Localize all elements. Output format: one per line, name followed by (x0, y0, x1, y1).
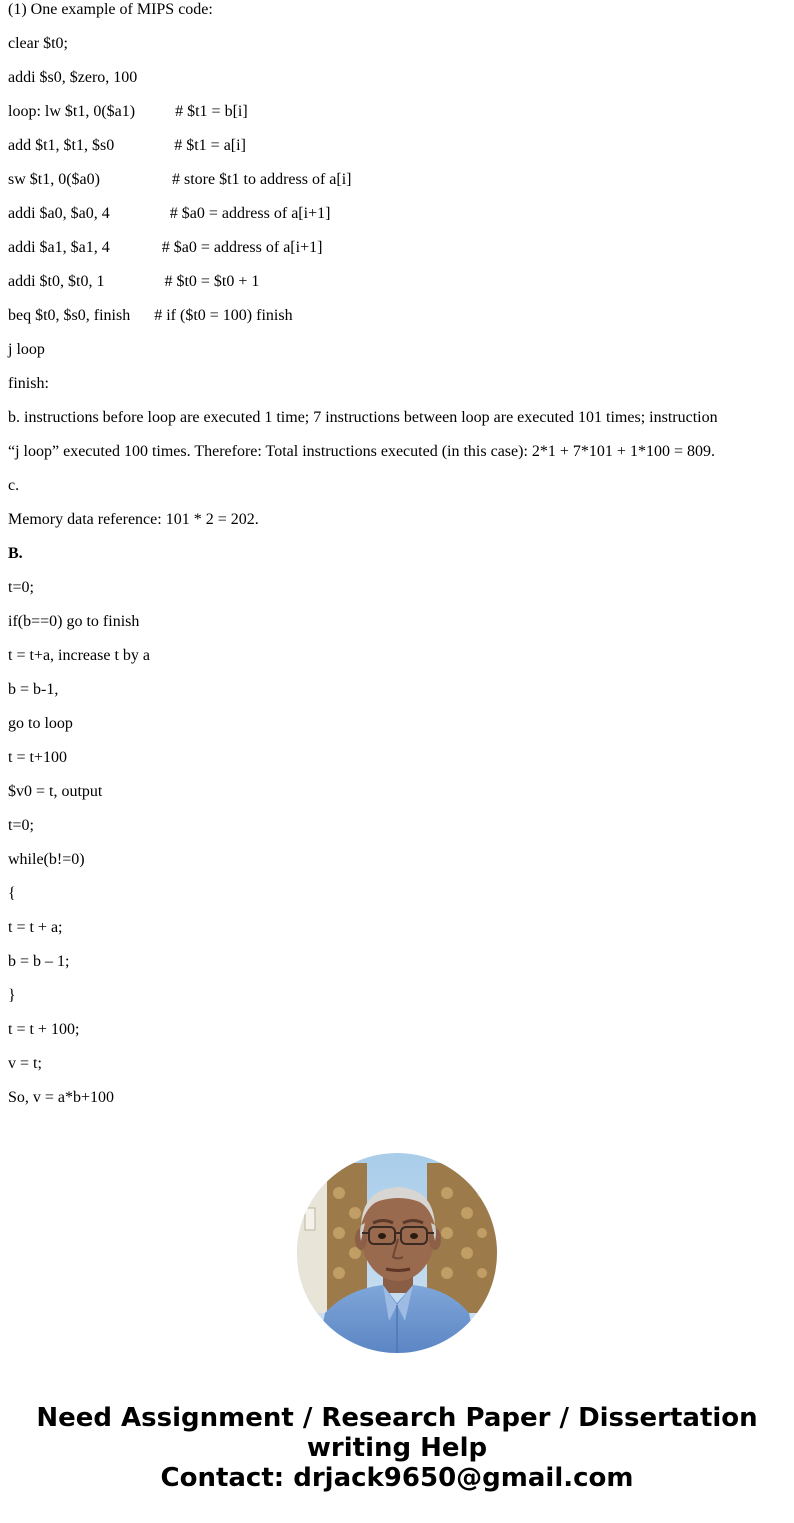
document-line: b = b-1, (8, 681, 59, 698)
document-line: t = t + a; (8, 919, 63, 936)
document-line: } (8, 987, 16, 1004)
document-line: b = b – 1; (8, 953, 70, 970)
document-line: j loop (8, 341, 45, 358)
document-line: finish: (8, 375, 49, 392)
footer-contact-email: Contact: drjack9650@gmail.com (160, 1463, 634, 1493)
document-line: So, v = a*b+100 (8, 1089, 115, 1106)
document-line: sw $t1, 0($a0) # store $t1 to address of a[i] (8, 171, 352, 188)
document-line: { (8, 885, 16, 902)
document-line: Memory data reference: 101 * 2 = 202. (8, 511, 259, 528)
document-line: b. instructions before loop are executed 1 time; 7 instructions between loop are executed 101 times; instruction (8, 409, 718, 426)
document-line: addi $s0, $zero, 100 (8, 69, 138, 86)
document-line: (1) One example of MIPS code: (8, 1, 213, 18)
footer-headline: Need Assignment / Research Paper / Dissertation (36, 1403, 758, 1433)
document-line: t=0; (8, 579, 34, 596)
document-line: B. (8, 545, 23, 562)
document-line: “j loop” executed 100 times. Therefore: Total instructions executed (in this case): 2*1 + 7*101 + 1*100 = 809. (8, 443, 715, 460)
document-line: loop: lw $t1, 0($a1) # $t1 = b[i] (8, 103, 248, 120)
document-line: addi $t0, $t0, 1 # $t0 = $t0 + 1 (8, 273, 260, 290)
contact-banner (0, 1403, 794, 1493)
document-line: c. (8, 477, 20, 494)
document-line: t = t + 100; (8, 1021, 80, 1038)
document-line: t = t+a, increase t by a (8, 647, 150, 664)
document-line: add $t1, $t1, $s0 # $t1 = a[i] (8, 137, 246, 154)
document-line: while(b!=0) (8, 851, 85, 868)
document-line: $v0 = t, output (8, 783, 103, 800)
author-photo (297, 1153, 497, 1353)
document-line: addi $a1, $a1, 4 # $a0 = address of a[i+1] (8, 239, 323, 256)
portrait-image (297, 1153, 497, 1353)
document-line: beq $t0, $s0, finish # if ($t0 = 100) finish (8, 307, 293, 324)
document-line: addi $a0, $a0, 4 # $a0 = address of a[i+1] (8, 205, 331, 222)
document-line: t=0; (8, 817, 34, 834)
footer-subheadline: writing Help (306, 1433, 488, 1463)
document-line: v = t; (8, 1055, 42, 1072)
document-line: if(b==0) go to finish (8, 613, 140, 630)
document-line: t = t+100 (8, 749, 67, 766)
document-line: go to loop (8, 715, 73, 732)
document-line: clear $t0; (8, 35, 68, 52)
